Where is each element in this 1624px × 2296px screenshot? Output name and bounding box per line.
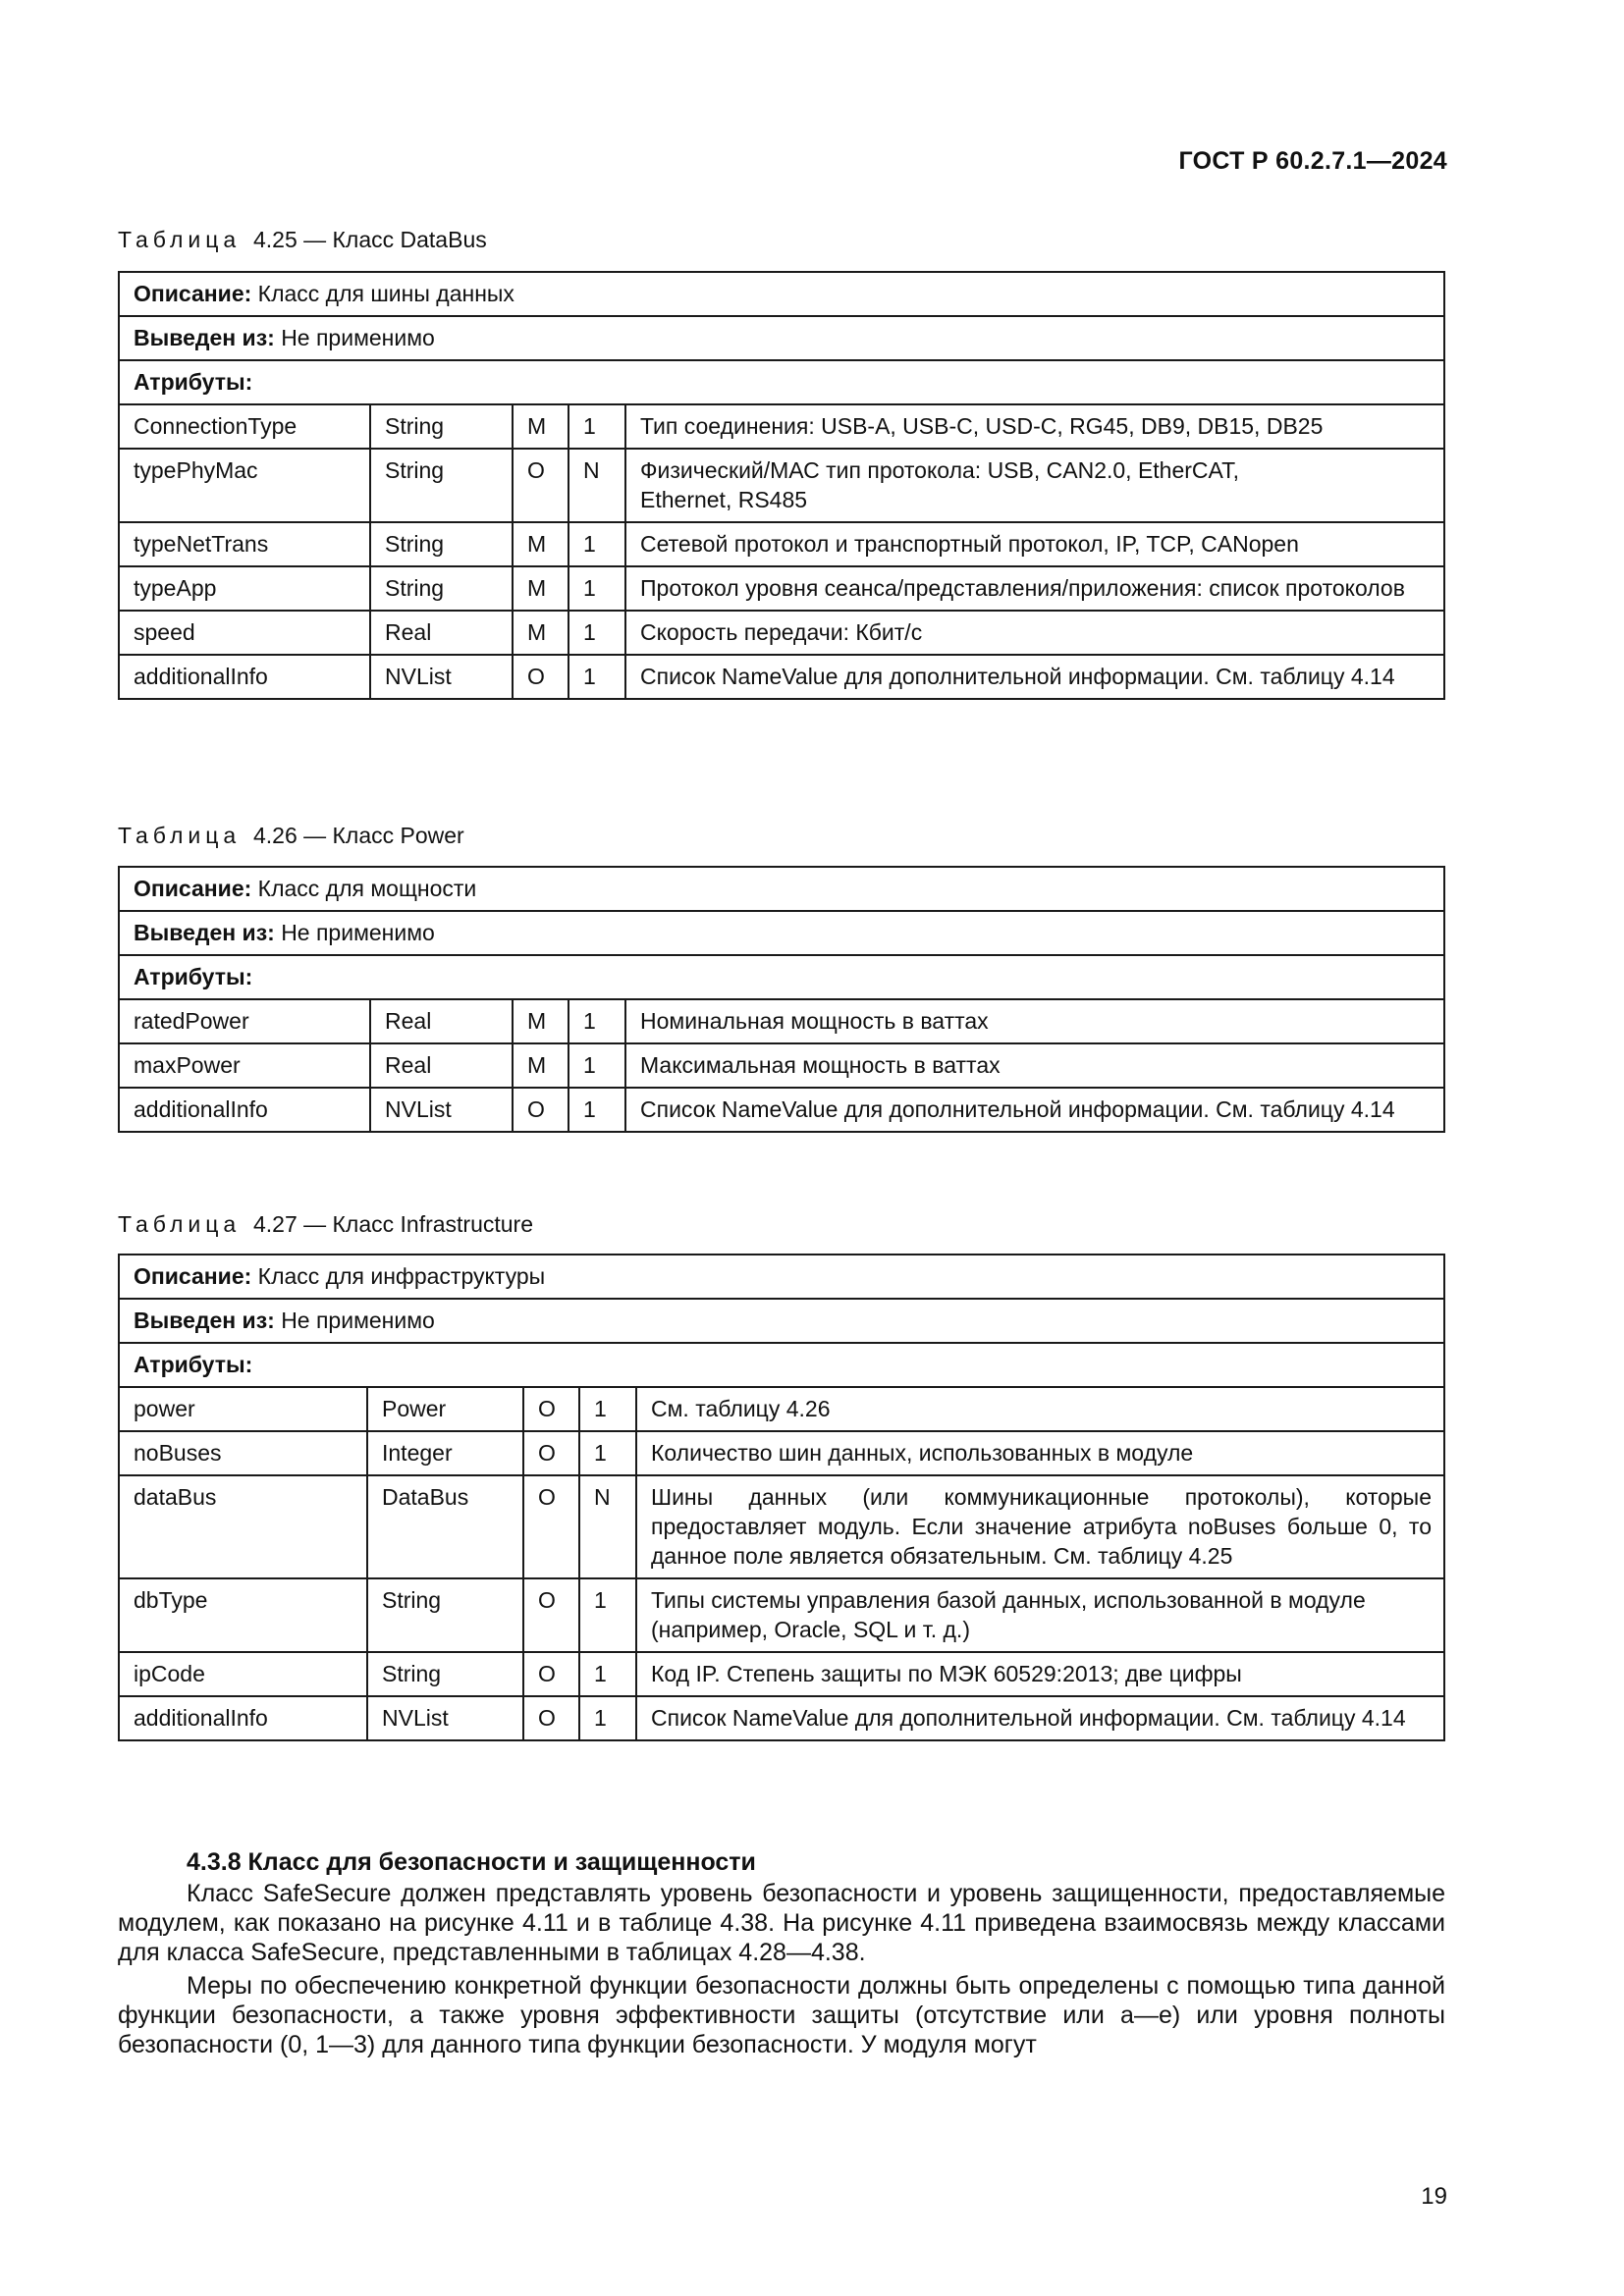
table-row bbox=[119, 1578, 1444, 1652]
attr-description: Код IP. Степень защиты по МЭК 60529:2013; две цифры bbox=[636, 1652, 1444, 1696]
attr-mandatory: O bbox=[523, 1696, 579, 1740]
attr-name: typeNetTrans bbox=[119, 522, 370, 566]
attr-mandatory: O bbox=[513, 449, 568, 522]
description-label: Описание: bbox=[134, 1263, 252, 1289]
attr-description: Шины данных (или коммуникационные протоколы), которые предоставляет модуль. Если значение атрибута noBuses больше 0, то данное поле является обязательным. См. таблицу 4.25 bbox=[636, 1475, 1444, 1578]
table-caption bbox=[118, 1211, 533, 1238]
table-row bbox=[119, 1043, 1444, 1088]
section-4-3-8 bbox=[118, 1847, 1445, 2063]
attributes-row bbox=[119, 360, 1444, 404]
attr-mandatory: M bbox=[513, 522, 568, 566]
attributes-cell bbox=[119, 1343, 1444, 1387]
attr-name: speed bbox=[119, 611, 370, 655]
derived-label: Выведен из: bbox=[134, 325, 275, 350]
attr-type: String bbox=[370, 522, 513, 566]
attr-type: Integer bbox=[367, 1431, 523, 1475]
attr-name: additionalInfo bbox=[119, 655, 370, 699]
table-row bbox=[119, 1696, 1444, 1740]
table-row bbox=[119, 999, 1444, 1043]
table-power bbox=[118, 866, 1445, 1133]
description-label: Описание: bbox=[134, 876, 252, 901]
attr-name: ConnectionType bbox=[119, 404, 370, 449]
caption-prefix: Таблица bbox=[118, 1211, 242, 1237]
attr-description: Список NameValue для дополнительной информации. См. таблицу 4.14 bbox=[625, 655, 1444, 699]
attr-description: Список NameValue для дополнительной информации. См. таблицу 4.14 bbox=[636, 1696, 1444, 1740]
attr-type: Real bbox=[370, 999, 513, 1043]
attr-multiplicity: N bbox=[579, 1475, 636, 1578]
table-row bbox=[119, 1431, 1444, 1475]
attr-name: dataBus bbox=[119, 1475, 367, 1578]
section-paragraph: Класс SafeSecure должен представлять уровень безопасности и уровень защищенности, предоставляемые модулем, как показано на рисунке 4.11 и в таблице 4.38. На рисунке 4.11 приведена взаимосвязь между классами для класса SafeSecure, представленными в таблицах 4.28—4.38. bbox=[118, 1880, 1445, 1966]
section-heading: 4.3.8 Класс для безопасности и защищенности bbox=[187, 1848, 756, 1876]
attr-multiplicity: 1 bbox=[568, 404, 625, 449]
attr-mandatory: M bbox=[513, 566, 568, 611]
table-row bbox=[119, 655, 1444, 699]
table-infrastructure bbox=[118, 1254, 1445, 1741]
table-row bbox=[119, 1088, 1444, 1132]
attributes-cell bbox=[119, 360, 1444, 404]
attr-multiplicity: 1 bbox=[568, 655, 625, 699]
attr-mandatory: M bbox=[513, 611, 568, 655]
attr-name: maxPower bbox=[119, 1043, 370, 1088]
attr-multiplicity: N bbox=[568, 449, 625, 522]
attr-name: additionalInfo bbox=[119, 1696, 367, 1740]
attr-mandatory: O bbox=[513, 655, 568, 699]
attr-description: Номинальная мощность в ваттах bbox=[625, 999, 1444, 1043]
attr-type: Power bbox=[367, 1387, 523, 1431]
derived-cell bbox=[119, 1299, 1444, 1343]
description-row bbox=[119, 272, 1444, 316]
derived-cell bbox=[119, 911, 1444, 955]
attr-type: Real bbox=[370, 611, 513, 655]
derived-row bbox=[119, 316, 1444, 360]
caption-prefix: Таблица bbox=[118, 227, 242, 252]
attr-multiplicity: 1 bbox=[579, 1387, 636, 1431]
table-row bbox=[119, 611, 1444, 655]
description-value: Класс для инфраструктуры bbox=[257, 1263, 546, 1289]
attr-mandatory: M bbox=[513, 404, 568, 449]
attr-mandatory: O bbox=[523, 1475, 579, 1578]
attr-multiplicity: 1 bbox=[568, 1043, 625, 1088]
attr-type: String bbox=[370, 566, 513, 611]
attr-multiplicity: 1 bbox=[568, 999, 625, 1043]
attr-description: Скорость передачи: Кбит/с bbox=[625, 611, 1444, 655]
attr-description: Протокол уровня сеанса/представления/приложения: список протоколов bbox=[625, 566, 1444, 611]
attr-name: dbType bbox=[119, 1578, 367, 1652]
derived-label: Выведен из: bbox=[134, 1308, 275, 1333]
attr-description: Сетевой протокол и транспортный протокол, IP, TCP, CANopen bbox=[625, 522, 1444, 566]
attr-name: noBuses bbox=[119, 1431, 367, 1475]
derived-value: Не применимо bbox=[281, 325, 435, 350]
attributes-cell bbox=[119, 955, 1444, 999]
attributes-row bbox=[119, 955, 1444, 999]
page-number: 19 bbox=[1421, 2183, 1447, 2210]
description-cell bbox=[119, 867, 1444, 911]
table-databus bbox=[118, 271, 1445, 700]
table-row bbox=[119, 404, 1444, 449]
description-row bbox=[119, 1255, 1444, 1299]
derived-value: Не применимо bbox=[281, 1308, 435, 1333]
table-row bbox=[119, 449, 1444, 522]
attr-multiplicity: 1 bbox=[568, 611, 625, 655]
table-row bbox=[119, 566, 1444, 611]
description-value: Класс для мощности bbox=[257, 876, 477, 901]
attr-description: Максимальная мощность в ваттах bbox=[625, 1043, 1444, 1088]
attr-type: NVList bbox=[370, 1088, 513, 1132]
attr-mandatory: O bbox=[523, 1431, 579, 1475]
attr-description: Типы системы управления базой данных, использованной в модуле (например, Oracle, SQL и т. д.) bbox=[636, 1578, 1444, 1652]
attr-multiplicity: 1 bbox=[579, 1696, 636, 1740]
description-value: Класс для шины данных bbox=[257, 281, 514, 306]
attr-mandatory: O bbox=[523, 1578, 579, 1652]
attr-mandatory: O bbox=[523, 1387, 579, 1431]
description-row bbox=[119, 867, 1444, 911]
attr-multiplicity: 1 bbox=[579, 1578, 636, 1652]
attr-name: additionalInfo bbox=[119, 1088, 370, 1132]
attr-type: String bbox=[367, 1652, 523, 1696]
attr-type: String bbox=[367, 1578, 523, 1652]
derived-label: Выведен из: bbox=[134, 920, 275, 945]
caption-text: 4.26 — Класс Power bbox=[252, 823, 464, 848]
attr-multiplicity: 1 bbox=[568, 566, 625, 611]
attributes-row bbox=[119, 1343, 1444, 1387]
attr-type: String bbox=[370, 404, 513, 449]
attr-multiplicity: 1 bbox=[579, 1652, 636, 1696]
attr-mandatory: M bbox=[513, 999, 568, 1043]
description-label: Описание: bbox=[134, 281, 252, 306]
attr-description: Количество шин данных, использованных в модуле bbox=[636, 1431, 1444, 1475]
attr-name: ipCode bbox=[119, 1652, 367, 1696]
table-row bbox=[119, 1475, 1444, 1578]
caption-text: 4.25 — Класс DataBus bbox=[252, 227, 487, 252]
attr-mandatory: O bbox=[523, 1652, 579, 1696]
caption-prefix: Таблица bbox=[118, 823, 242, 848]
attr-description: См. таблицу 4.26 bbox=[636, 1387, 1444, 1431]
attr-type: DataBus bbox=[367, 1475, 523, 1578]
attr-multiplicity: 1 bbox=[579, 1431, 636, 1475]
attr-description: Физический/МАС тип протокола: USB, CAN2.0, EtherCAT, Ethernet, RS485 bbox=[625, 449, 1444, 522]
table-caption bbox=[118, 227, 487, 253]
table-row bbox=[119, 1652, 1444, 1696]
attr-name: typeApp bbox=[119, 566, 370, 611]
table-row bbox=[119, 1387, 1444, 1431]
attr-mandatory: O bbox=[513, 1088, 568, 1132]
attr-multiplicity: 1 bbox=[568, 522, 625, 566]
derived-row bbox=[119, 911, 1444, 955]
attr-name: ratedPower bbox=[119, 999, 370, 1043]
description-cell bbox=[119, 272, 1444, 316]
attr-name: power bbox=[119, 1387, 367, 1431]
table-row bbox=[119, 522, 1444, 566]
attributes-label: Атрибуты: bbox=[134, 1352, 253, 1377]
table-caption bbox=[118, 823, 464, 849]
derived-value: Не применимо bbox=[281, 920, 435, 945]
attr-type: String bbox=[370, 449, 513, 522]
caption-text: 4.27 — Класс Infrastructure bbox=[252, 1211, 534, 1237]
attr-mandatory: M bbox=[513, 1043, 568, 1088]
attr-type: NVList bbox=[370, 655, 513, 699]
attr-name: typePhyMac bbox=[119, 449, 370, 522]
attributes-label: Атрибуты: bbox=[134, 964, 253, 989]
attr-description: Список NameValue для дополнительной информации. См. таблицу 4.14 bbox=[625, 1088, 1444, 1132]
attributes-label: Атрибуты: bbox=[134, 369, 253, 395]
derived-cell bbox=[119, 316, 1444, 360]
attr-type: Real bbox=[370, 1043, 513, 1088]
attr-type: NVList bbox=[367, 1696, 523, 1740]
section-paragraph: Меры по обеспечению конкретной функции безопасности должны быть определены с помощью типа данной функции безопасности, а также уровня эффективности защиты (отсутствие или а—е) или уровня полноты безопасности (0, 1—3) для данного типа функции безопасности. У модуля могут bbox=[118, 1972, 1445, 2058]
attr-description: Тип соединения: USB-A, USB-C, USD-C, RG45, DB9, DB15, DB25 bbox=[625, 404, 1444, 449]
attr-multiplicity: 1 bbox=[568, 1088, 625, 1132]
derived-row bbox=[119, 1299, 1444, 1343]
document-header: ГОСТ Р 60.2.7.1—2024 bbox=[1178, 147, 1447, 175]
description-cell bbox=[119, 1255, 1444, 1299]
